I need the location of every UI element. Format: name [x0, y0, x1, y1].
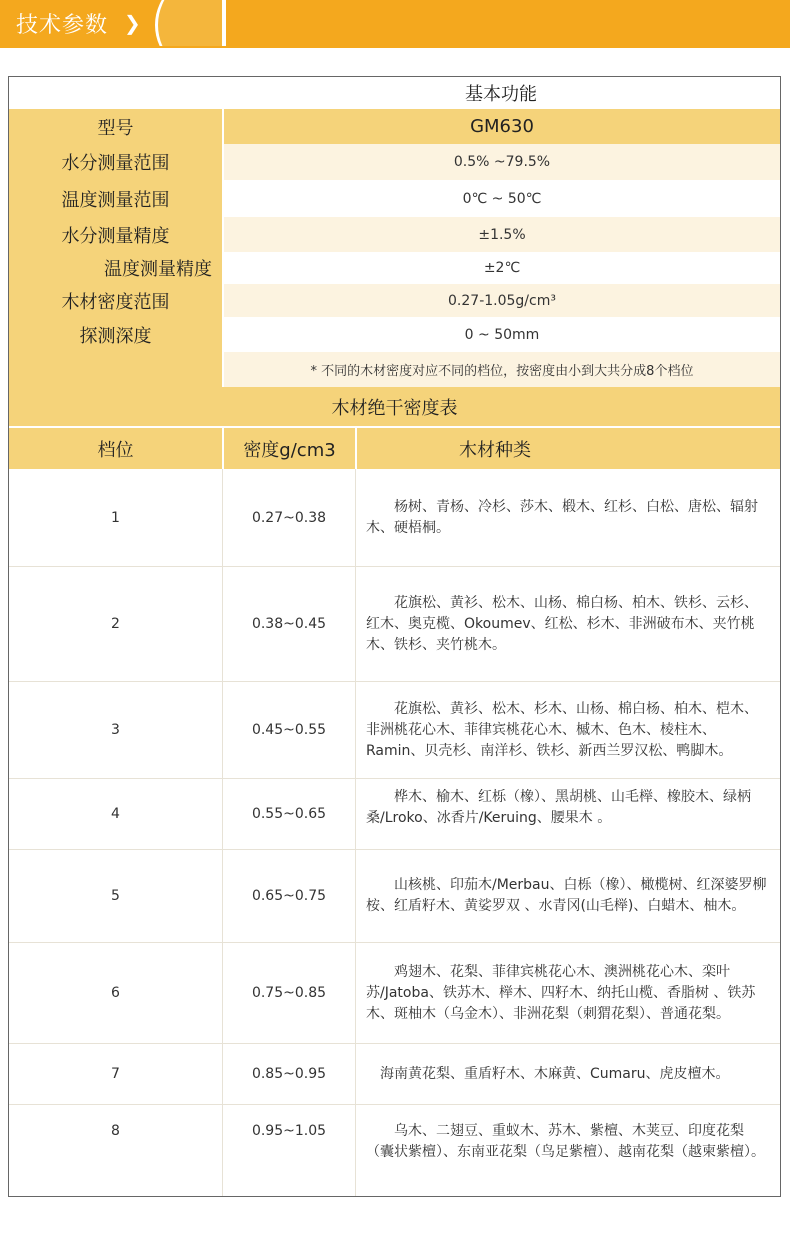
density-note: * 不同的木材密度对应不同的档位，按密度由小到大共分成8个档位: [310, 364, 694, 379]
spec-value: ±2℃: [483, 260, 521, 276]
spec-row: [9, 217, 780, 252]
level-cell: 6: [111, 985, 120, 1001]
spec-value: 0℃ ~ 50℃: [462, 190, 542, 207]
spec-value: 0.5% ~79.5%: [453, 154, 551, 170]
species-cell: 杨树、青杨、冷杉、莎木、椴木、红杉、白松、唐松、辐射木、硬梧桐。: [366, 498, 758, 536]
spec-row: [9, 317, 780, 352]
species-cell: 花旗松、黄衫、松木、山杨、棉白杨、柏木、铁杉、云杉、红木、奥克榄、Okoumev、红松、杉木、非洲破布木、夹竹桃木、铁杉、夹竹桃木。: [366, 594, 758, 653]
section-banner: [0, 0, 790, 48]
basic-section-title: 基本功能: [465, 84, 537, 105]
banner-curve-decoration: [155, 0, 222, 46]
basic-title-row: [9, 77, 780, 109]
column-header-level: 档位: [97, 439, 134, 461]
spec-row: [9, 180, 780, 217]
table-row: [9, 682, 780, 778]
density-header-row: [9, 428, 780, 469]
table-row: [9, 779, 780, 849]
species-cell: 花旗松、黄衫、松木、杉木、山杨、棉白杨、柏木、桤木、非洲桃花心木、菲律宾桃花心木、槭木、色木、棱柱木、Ramin、贝壳杉、南洋杉、铁杉、新西兰罗汉松、鸭脚木。: [366, 700, 758, 759]
table-row: [9, 1044, 780, 1104]
level-cell: 4: [111, 806, 120, 822]
density-cell: 0.38~0.45: [251, 616, 327, 632]
spec-table: [8, 76, 781, 1197]
column-header-density: 密度g/cm3: [243, 439, 336, 461]
spec-label: 水分测量精度: [61, 225, 170, 247]
density-section-title: 木材绝干密度表: [331, 397, 458, 419]
species-cell: 鸡翅木、花梨、菲律宾桃花心木、澳洲桃花心木、栾叶苏/Jatoba、铁苏木、榉木、四籽木、纳托山榄、香脂树 、铁苏木、斑柚木（乌金木）、非洲花梨（刺猬花梨）、普通花梨。: [366, 963, 756, 1022]
section-title: 技术参数: [16, 13, 109, 38]
spec-row: [9, 144, 780, 180]
spec-row: [9, 284, 780, 317]
density-cell: 0.65~0.75: [251, 888, 327, 904]
spec-label: 型号: [97, 117, 134, 139]
note-row: [9, 352, 780, 387]
banner-bar: [226, 0, 790, 46]
table-row: [9, 1105, 780, 1196]
density-cell: 0.27~0.38: [251, 509, 327, 526]
level-cell: 7: [111, 1066, 120, 1082]
column-header-species: 木材种类: [459, 439, 531, 461]
level-cell: 2: [111, 616, 120, 632]
density-title-row: [9, 387, 780, 426]
table-row: [9, 850, 780, 942]
species-cell: 桦木、榆木、红栎（橡）、黑胡桃、山毛榉、橡胶木、绿柄桑/Lroko、冰香片/Keruing、腰果木 。: [366, 789, 751, 826]
density-cell: 0.45~0.55: [251, 722, 327, 738]
spec-row: [9, 252, 780, 284]
table-row: [9, 469, 780, 566]
level-cell: 1: [111, 509, 120, 526]
species-cell: 海南黄花梨、重盾籽木、木麻黄、Cumaru、虎皮檀木。: [380, 1065, 730, 1082]
table-row: [9, 567, 780, 681]
spec-label: 水分测量范围: [61, 153, 170, 174]
density-cell: 0.85~0.95: [251, 1066, 327, 1082]
spec-value: ±1.5%: [478, 226, 526, 243]
spec-label: 温度测量范围: [61, 189, 170, 211]
spec-label: 木材密度范围: [61, 291, 170, 313]
spec-value: 0.27-1.05g/cm³: [448, 292, 556, 309]
chevron-right-icon: ❯: [124, 11, 141, 35]
spec-row: [9, 109, 780, 144]
spec-value: 0 ~ 50mm: [464, 326, 540, 343]
level-cell: 3: [111, 722, 120, 738]
spec-value: GM630: [470, 116, 534, 137]
level-cell: 5: [111, 888, 120, 904]
level-cell: 8: [111, 1123, 120, 1139]
density-cell: 0.55~0.65: [251, 806, 327, 822]
table-row: [9, 943, 780, 1043]
species-cell: 山核桃、印茄木/Merbau、白栎（橡）、橄榄树、红深婆罗柳桉、红盾籽木、黄娑罗双 、水青冈(山毛榉)、白蜡木、柚木。: [366, 877, 767, 914]
spec-label: 探测深度: [79, 325, 152, 347]
density-cell: 0.95~1.05: [251, 1123, 327, 1139]
density-cell: 0.75~0.85: [251, 985, 327, 1001]
spec-label: 温度测量精度: [104, 259, 212, 280]
species-cell: 乌木、二翅豆、重蚁木、苏木、紫檀、木荚豆、印度花梨（囊状紫檀）、东南亚花梨（鸟足紫檀）、越南花梨（越柬紫檀）。: [366, 1123, 765, 1160]
